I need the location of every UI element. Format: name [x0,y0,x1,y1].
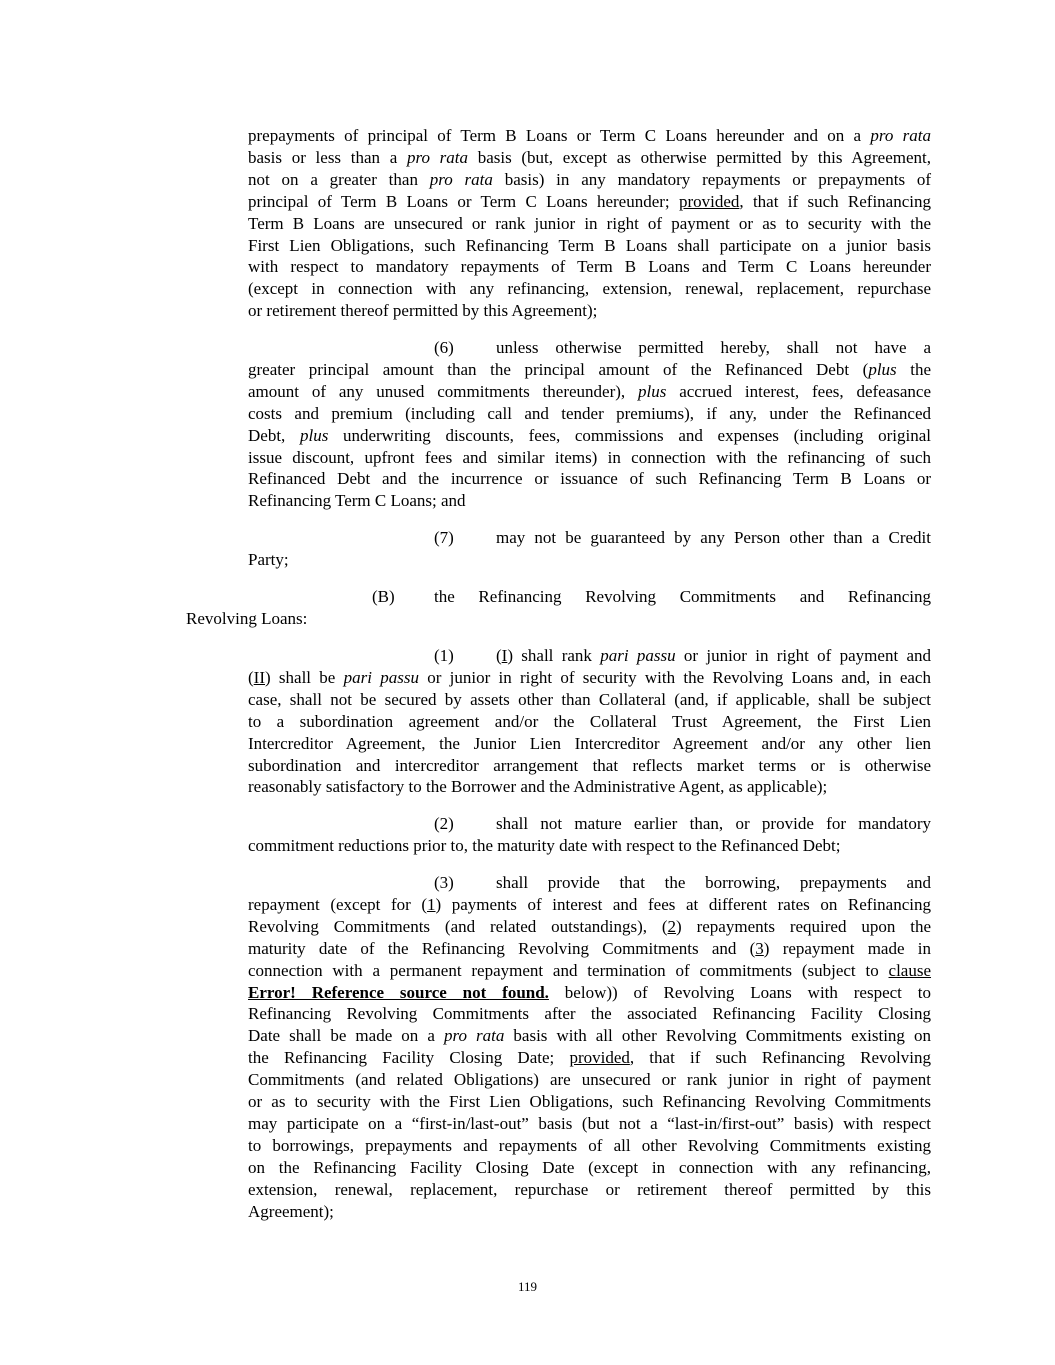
text-line: basis) in any mandatory repayments or prepayments of [504,169,932,189]
text-line: Agreement); [248,1201,334,1221]
text-line: prepayments of principal of Term B Loans or Term C Loans hereunder and on a [248,126,862,145]
text-line: Refinancing Revolving Commitments after the associated Refinancing Facility Closing [248,1004,931,1024]
clause-item-7 [248,527,931,571]
text-fragment: ) shall rank [507,646,592,665]
clause-item-revolving-2 [248,813,931,857]
text-line: may not be guaranteed by any Person other than a Credit [496,528,931,547]
text-line: or retirement thereof permitted by this Agreement); [248,301,598,321]
text-line: shall not mature earlier than, or provide for mandatory [496,814,931,833]
underlined-term: 3 [755,938,764,958]
item-number: (2) [434,814,454,833]
text-fragment: or junior in right of security with the Revolving Loans and, in each [418,667,931,687]
text-line: the Refinancing Revolving Commitments and Refinancing [434,587,931,606]
text-line: Party; [248,549,289,569]
text-line: Debt, [248,425,286,445]
italic-term: pro rata [429,169,493,189]
text-line: Term B Loans are unsecured or rank junior in right of payment or as to security with the [248,213,931,233]
underlined-term: provided [569,1048,630,1068]
text-fragment: ( [496,646,502,665]
clause-item-revolving-3 [248,872,931,1223]
text-line: may participate on a “first-in/last-out” basis (but not a “last-in/first-out” basis) with respect [248,1113,931,1133]
item-letter: (B) [372,587,395,606]
text-line: , that if such Refinancing [739,191,932,211]
text-line: Intercreditor Agreement, the Junior Lien Intercreditor Agreement and/or any other lien [248,733,931,753]
text-line: to borrowings, prepayments and repayments of all other Revolving Commitments existing [248,1135,931,1155]
item-number: (1) [434,646,454,665]
text-line: case, shall not be secured by assets other than Collateral (and, if applicable, shall be subject [248,689,931,709]
text-fragment: the Refinancing Facility Closing Date; [248,1048,555,1068]
text-fragment: ( [248,667,254,687]
text-fragment: maturity date of the Refinancing Revolving Commitments and ( [248,938,756,958]
text-line: reasonably satisfactory to the Borrower and the Administrative Agent, as applicable); [248,777,828,797]
underlined-term: II [253,667,265,687]
underlined-term: 2 [667,916,677,936]
text-line: underwriting discounts, fees, commissions and expenses (including original [328,425,932,445]
text-fragment: ) repayments required upon the [676,916,931,936]
text-line: to a subordination agreement and/or the Collateral Trust Agreement, the First Lien [248,711,931,731]
text-line: principal of Term B Loans or Term C Loans hereunder; [248,191,670,211]
text-fragment: basis with all other Revolving Commitments existing on [504,1026,931,1046]
underlined-term: 1 [427,894,436,914]
item-number: (7) [434,528,454,547]
text-line: unless otherwise permitted hereby, shall not have a [496,338,931,357]
text-fragment: Revolving Commitments (and related outstandings), ( [248,916,668,936]
text-line: basis (but, except as otherwise permitted by this Agreement, [477,147,932,167]
text-line: Refinancing Term C Loans; and [248,491,466,511]
text-line: (except in connection with any refinancing, extension, renewal, replacement, repurchase [248,279,931,299]
clause-reference-link[interactable]: clause [888,960,932,980]
text-line: not on a greater than [248,169,418,189]
clause-item-B [186,586,931,630]
text-line: commitment reductions prior to, the maturity date with respect to the Refinanced Debt; [248,835,841,855]
text-fragment: below)) of Revolving Loans with respect to [548,982,931,1002]
text-line: accrued interest, fees, defeasance [666,381,932,401]
text-fragment: Date shall be made on a [248,1026,435,1046]
underlined-term: I [501,646,508,665]
text-line: extension, renewal, replacement, repurchase or retirement thereof permitted by this [248,1179,931,1199]
text-line: issue discount, upfront fees and similar items) in connection with the refinancing of such [248,447,931,467]
text-fragment: connection with a permanent repayment and termination of commitments (subject to [248,960,879,980]
text-fragment: or junior in right of payment and [675,646,932,665]
italic-term: pari passu [343,667,419,687]
underlined-term: provided [678,191,740,211]
text-line: or as to security with the First Lien Obligations, such Refinancing Revolving Commitments [248,1092,931,1112]
clause-item-revolving-1 [248,645,931,798]
text-line: greater principal amount than the principal amount of the Refinanced Debt ( [248,359,869,379]
italic-term: plus [868,359,897,379]
italic-term: pro rata [443,1026,505,1046]
text-line: Refinanced Debt and the incurrence or issuance of such Refinancing Term B Loans or [248,469,931,489]
text-line: with respect to mandatory repayments of Term B Loans and Term C Loans hereunder [248,257,931,277]
text-fragment: ) repayment made in [763,938,931,958]
paragraph-continuation [248,125,931,322]
text-line: costs and premium (including call and tender premiums), if any, under the Refinanced [248,403,931,423]
text-line: amount of any unused commitments thereunder), [248,381,626,401]
text-line: basis or less than a [248,147,398,167]
item-number: (6) [434,338,454,357]
item-number: (3) [434,873,454,892]
page-number: 119 [517,1279,538,1294]
text-line: on the Refinancing Facility Closing Date (except in connection with any refinancing, [248,1157,931,1177]
text-fragment: repayment (except for ( [248,894,428,914]
italic-term: plus [299,425,329,445]
text-line: shall provide that the borrowing, prepayments and [496,873,931,892]
text-line: the [896,359,931,379]
clause-item-6 [248,337,931,512]
broken-reference-error[interactable]: Error! Reference source not found. [248,982,549,1002]
italic-term: pari passu [600,646,676,665]
text-line: First Lien Obligations, such Refinancing Term B Loans shall participate on a junior basis [248,235,931,255]
italic-term: pro rata [406,147,468,167]
text-line: subordination and intercreditor arrangement that reflects market terms or is otherwise [248,755,931,775]
italic-term: plus [638,381,667,401]
italic-term: pro rata [870,126,931,145]
text-fragment: , that if such Refinancing Revolving [629,1048,931,1068]
text-fragment: ) shall be [265,667,336,687]
text-line: Revolving Loans: [186,608,308,628]
text-line: Commitments (and related Obligations) are unsecured or rank junior in right of payment [248,1070,931,1090]
text-fragment: ) payments of interest and fees at different rates on Refinancing [435,894,931,914]
